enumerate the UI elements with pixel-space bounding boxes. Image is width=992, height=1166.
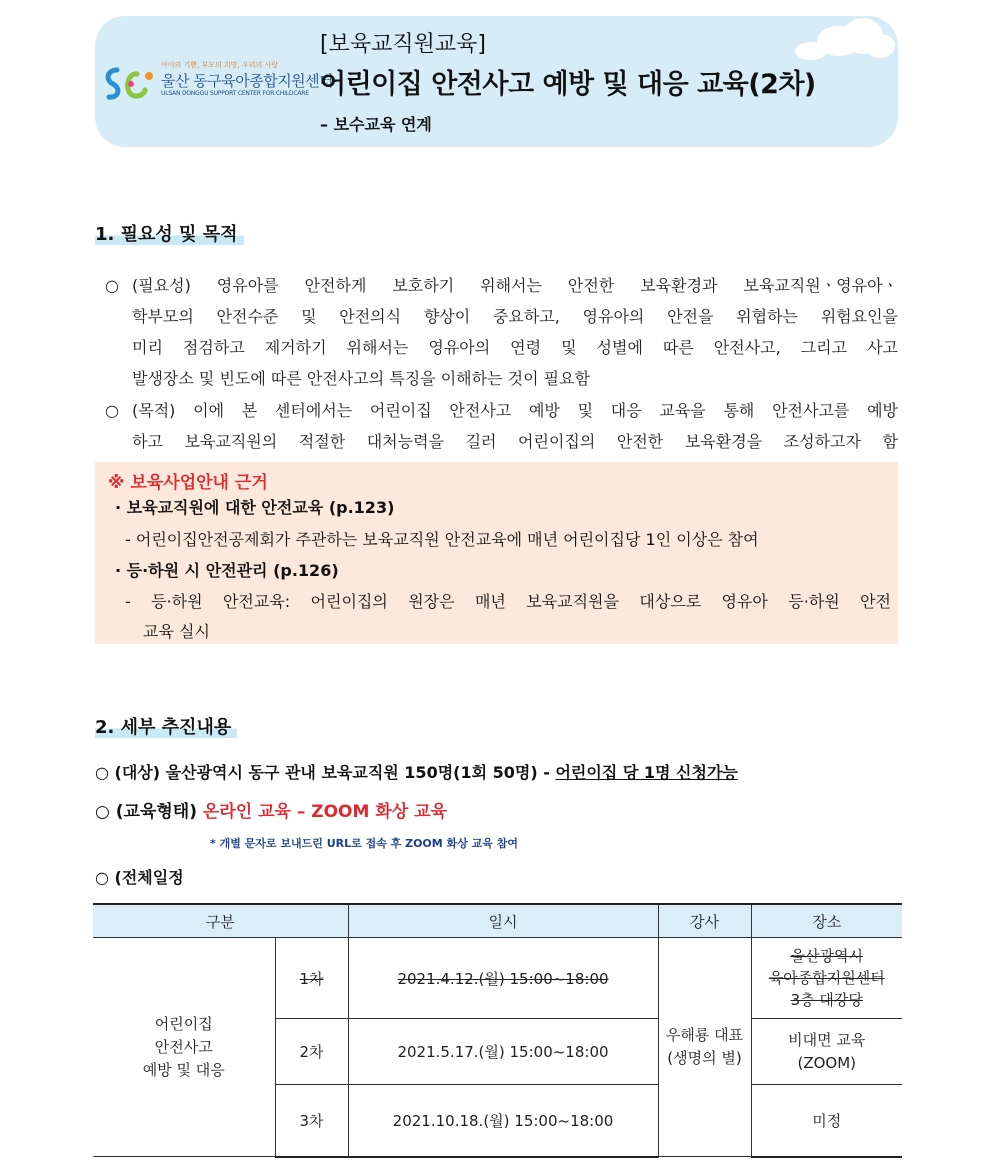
place-cell: 비대면 교육 (ZOOM): [751, 1019, 902, 1085]
need-line: 미리 점검하고 제거하기 위해서는 영유아의 연령 및 성별에 따른 안전사고, 그리고 사고: [132, 338, 898, 357]
header-datetime: 일시: [348, 904, 658, 938]
format-line: ○ (교육형태) 온라인 교육 – ZOOM 화상 교육: [95, 802, 447, 822]
basis-detail: - 어린이집안전공제회가 주관하는 보육교직원 안전교육에 매년 어린이집당 1인 이상은 참여: [125, 530, 759, 549]
section-heading-purpose: 1. 필요성 및 목적: [95, 220, 244, 246]
table-header-row: [93, 904, 902, 938]
need-line: 학부모의 안전수준 및 안전의식 향상이 중요하고, 영유아의 안전을 위협하는 위험요인을: [132, 307, 898, 326]
purpose-line: 하고 보육교직원의 적절한 대처능력을 길러 어린이집의 안전한 보육환경을 조성하고자 함: [132, 432, 898, 451]
schedule-table: [93, 903, 902, 1158]
document-title: 어린이집 안전사고 예방 및 대응 교육(2차): [320, 69, 816, 100]
basis-detail: - 등·하원 안전교육: 어린이집의 원장은 매년 보육교직원을 대상으로 영유아 등·하원 안전: [125, 592, 891, 611]
round-cell: 2차: [275, 1019, 348, 1085]
instructor-cell: 우해룡 대표 (생명의 별): [658, 938, 751, 1157]
place-cell: 미정: [751, 1085, 902, 1157]
basis-detail: 교육 실시: [143, 622, 210, 641]
cloud-decoration: [865, 34, 895, 58]
bullet-icon: ○: [105, 276, 119, 295]
schedule-label: ○ (전체일정: [95, 868, 184, 887]
round-cell: 1차: [275, 938, 348, 1019]
purpose-paragraph: [105, 395, 898, 457]
purpose-line: (목적) 이에 본 센터에서는 어린이집 안전사고 예방 및 대응 교육을 통해 안전사고를 예방: [132, 401, 898, 420]
center-logo-icon: [103, 64, 155, 104]
zoom-note: * 개별 문자로 보내드린 URL로 접속 후 ZOOM 화상 교육 참여: [210, 837, 518, 850]
need-line: (필요성) 영유아를 안전하게 보호하기 위해서는 안전한 보육환경과 보육교직원ㆍ영유아ㆍ: [132, 276, 898, 295]
basis-item: · 등·하원 시 안전관리 (p.126): [115, 561, 339, 580]
header-place: 장소: [751, 904, 902, 938]
cloud-decoration: [795, 42, 827, 60]
datetime-cell: 2021.4.12.(월) 15:00~18:00: [348, 938, 658, 1019]
target-emphasis: 어린이집 당 1명 신청가능: [555, 763, 738, 782]
document-category: [보육교직원교육]: [320, 32, 486, 57]
logo-slogan: 아이의 기쁨, 부모의 희망, 우리의 사랑: [161, 61, 279, 69]
target-line: ○ (대상) 울산광역시 동구 관내 보육교직원 150명(1회 50명) - 어린이집 당 1명 신청가능: [95, 763, 738, 782]
format-value: 온라인 교육 – ZOOM 화상 교육: [202, 802, 447, 822]
datetime-cell: 2021.5.17.(월) 15:00~18:00: [348, 1019, 658, 1085]
bullet-icon: ○: [105, 401, 119, 420]
round-cell: 3차: [275, 1085, 348, 1157]
need-paragraph: [105, 270, 898, 394]
basis-item: · 보육교직원에 대한 안전교육 (p.123): [115, 498, 395, 517]
need-line: 발생장소 및 빈도에 따른 안전사고의 특징을 이해하는 것이 필요함: [132, 369, 591, 388]
category-cell: 어린이집 안전사고 예방 및 대응: [93, 938, 275, 1157]
place-cell: 울산광역시 육아종합지원센터 3층 대강당: [751, 938, 902, 1019]
logo-name: 울산 동구육아종합지원센터: [161, 72, 334, 90]
table-row: [93, 938, 902, 1019]
basis-box: [95, 462, 898, 644]
document-subtitle: – 보수교육 연계: [320, 115, 432, 134]
section-heading-details: 2. 세부 추진내용: [95, 713, 237, 739]
logo-english-name: ULSAN DONGGU SUPPORT CENTER FOR CHILDCARE: [161, 90, 309, 97]
datetime-cell: 2021.10.18.(월) 15:00~18:00: [348, 1085, 658, 1157]
center-logo: [103, 60, 334, 110]
header-category: 구분: [93, 904, 348, 938]
header-instructor: 강사: [658, 904, 751, 938]
basis-heading: ※ 보육사업안내 근거: [108, 473, 268, 493]
